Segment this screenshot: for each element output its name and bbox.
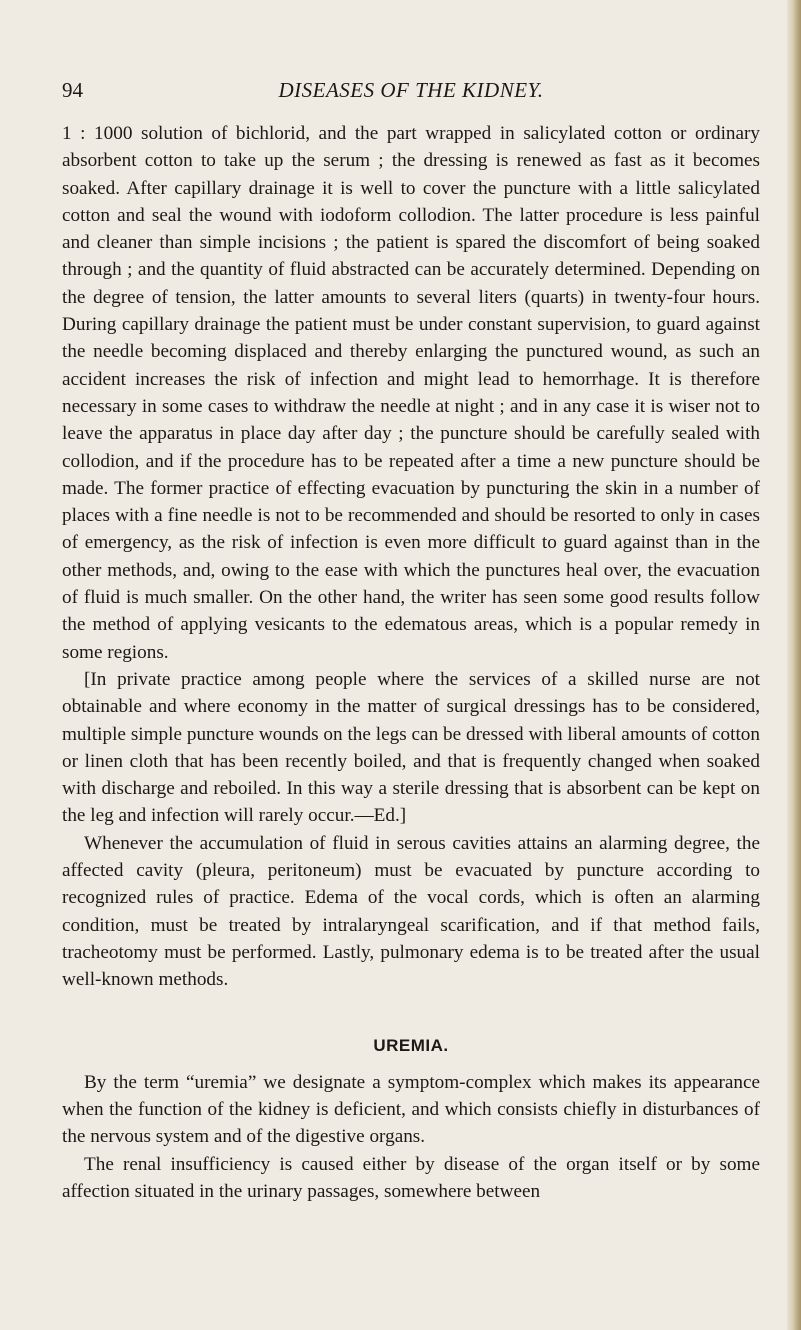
- book-page: [62, 78, 760, 1205]
- page-number: 94: [62, 78, 83, 102]
- paragraph-uremia-definition: By the term “uremia” we designate a symptom-complex which makes its appearance when the function of the kidney is deficient, and which consists chiefly in disturbances of the nervous system and of the digestive organs.: [62, 1071, 760, 1148]
- paragraph-renal-insufficiency: The renal insufficiency is caused either by disease of the organ itself or by some affection situated in the urinary passages, somewhere between: [62, 1153, 760, 1202]
- paragraph-continued: 1 : 1000 solution of bichlorid, and the part wrapped in salicylated cotton or ordinary absorbent cotton to take up the serum ; the dressing is renewed as fast as it becomes soaked. After capillary drainage it is well to cover the puncture with a little salicylated cotton and seal the wound with iodoform collodion. The latter procedure is less painful and cleaner than simple incisions ; the patient is spared the discomfort of being soaked through ; and the quantity of fluid abstracted can be accurately determined. Depending on the degree of tension, the latter amounts to several liters (quarts) in twenty-four hours. During capillary drainage the patient must be under constant supervision, to guard against the needle becoming displaced and thereby enlarging the punctured wound, as such an accident increases the risk of infection and might lead to hemorrhage. It is therefore necessary in some cases to withdraw the needle at night ; and in any case it is wiser not to leave the apparatus in place day after day ; the puncture should be carefully sealed with collodion, and if the procedure has to be repeated after a time a new puncture should be made. The former practice of effecting evacuation by puncturing the skin in a number of places with a fine needle is not to be recommended and should be resorted to only in cases of emergency, as the risk of infection is even more difficult to guard against than in the other methods, and, owing to the ease with which the punctures heal over, the evacuation of fluid is much smaller. On the other hand, the writer has seen some good results follow the method of applying vesicants to the edematous areas, which is a popular remedy in some regions.: [62, 123, 760, 663]
- running-title: DISEASES OF THE KIDNEY.: [278, 78, 544, 102]
- running-head: [62, 78, 760, 102]
- body-text: [62, 120, 760, 1205]
- section-heading-uremia: UREMIA.: [373, 1035, 449, 1055]
- paragraph-editor-note: [In private practice among people where the services of a skilled nurse are not obtainable and where economy in the matter of surgical dressings has to be considered, multiple simple puncture wounds on the legs can be dressed with liberal amounts of cotton or linen cloth that has been recently boiled, and that is frequently changed when soaked with discharge and reboiled. In this way a sterile dressing that is absorbent can be kept on the leg and infection will rarely occur.—Ed.]: [62, 668, 760, 827]
- paragraph-serous-cavities: Whenever the accumulation of fluid in serous cavities attains an alarming degree, the affected cavity (pleura, peritoneum) must be evacuated by puncture according to recognized rules of practice. Edema of the vocal cords, which is often an alarming condition, must be treated by intralaryngeal scarification, and if that method fails, tracheotomy must be performed. Lastly, pulmonary edema is to be treated after the usual well-known methods.: [62, 832, 760, 991]
- page-edge: [787, 0, 801, 1330]
